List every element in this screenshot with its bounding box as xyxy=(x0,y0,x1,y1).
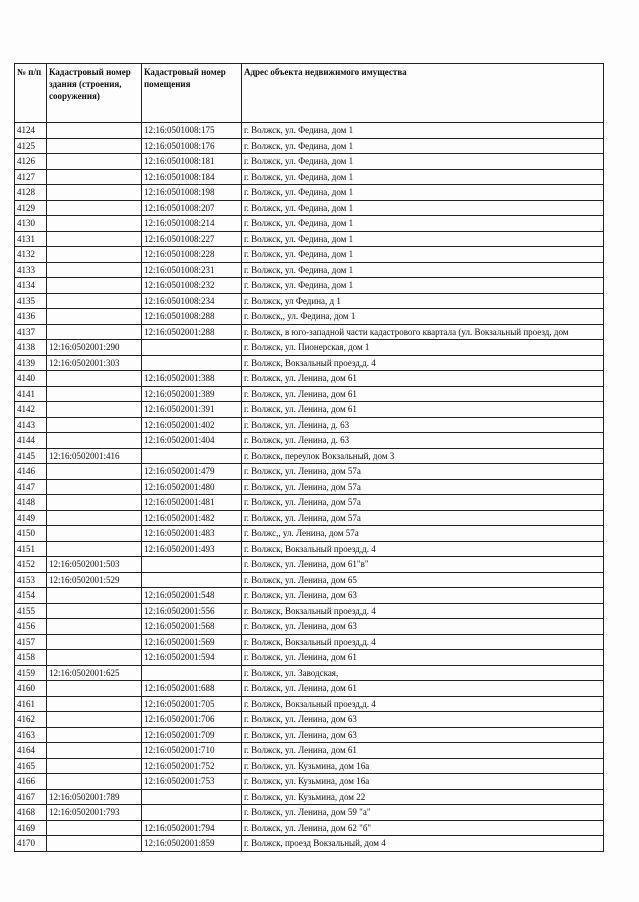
address: г. Волжск, ул. Ленина, дом 59 "а" xyxy=(242,805,604,821)
address: г. Волжск, ул. Пионерская, дом 1 xyxy=(242,340,604,356)
table-row xyxy=(15,324,604,340)
table-row xyxy=(15,805,604,821)
row-number: 4163 xyxy=(15,727,47,743)
table-row xyxy=(15,495,604,511)
building-cadastral-number xyxy=(47,185,142,201)
address: г. Волжск, ул. Ленина, дом 61 xyxy=(242,386,604,402)
row-number: 4138 xyxy=(15,340,47,356)
row-number: 4155 xyxy=(15,603,47,619)
table-row xyxy=(15,603,604,619)
table-row xyxy=(15,433,604,449)
premise-cadastral-number: 12:16:0502001:404 xyxy=(142,433,242,449)
address: г. Волжск, Вокзальный проезд,д. 4 xyxy=(242,355,604,371)
address: г. Волжск, ул. Ленина, дом 61 xyxy=(242,743,604,759)
building-cadastral-number: 12:16:0502001:303 xyxy=(47,355,142,371)
address: г. Волжск, ул. Федина, дом 1 xyxy=(242,138,604,154)
premise-cadastral-number xyxy=(142,355,242,371)
building-cadastral-number xyxy=(47,603,142,619)
building-cadastral-number xyxy=(47,526,142,542)
building-cadastral-number xyxy=(47,309,142,325)
premise-cadastral-number: 12:16:0502001:482 xyxy=(142,510,242,526)
table-row xyxy=(15,650,604,666)
premise-cadastral-number: 12:16:0502001:480 xyxy=(142,479,242,495)
row-number: 4167 xyxy=(15,789,47,805)
address: г. Волжск, ул. Ленина, дом 63 xyxy=(242,619,604,635)
row-number: 4144 xyxy=(15,433,47,449)
row-number: 4169 xyxy=(15,820,47,836)
row-number: 4157 xyxy=(15,634,47,650)
address: г. Волжск, ул. Ленина, дом 65 xyxy=(242,572,604,588)
table-row xyxy=(15,340,604,356)
building-cadastral-number xyxy=(47,154,142,170)
address: г. Волжск, ул. Кузьмина, дом 22 xyxy=(242,789,604,805)
address: г. Волжск, ул. Ленина, дом 63 xyxy=(242,727,604,743)
row-number: 4161 xyxy=(15,696,47,712)
header-number: № п/п xyxy=(15,64,47,123)
row-number: 4136 xyxy=(15,309,47,325)
address: г. Волжск, ул. Федина, дом 1 xyxy=(242,216,604,232)
table-row xyxy=(15,216,604,232)
row-number: 4150 xyxy=(15,526,47,542)
table-row xyxy=(15,526,604,542)
table-row xyxy=(15,758,604,774)
row-number: 4130 xyxy=(15,216,47,232)
premise-cadastral-number: 12:16:0501008:184 xyxy=(142,169,242,185)
table-row xyxy=(15,464,604,480)
address: г. Волжск, ул. Ленина, дом 63 xyxy=(242,712,604,728)
building-cadastral-number: 12:16:0502001:416 xyxy=(47,448,142,464)
premise-cadastral-number: 12:16:0501008:234 xyxy=(142,293,242,309)
premise-cadastral-number xyxy=(142,340,242,356)
table-row xyxy=(15,479,604,495)
building-cadastral-number xyxy=(47,231,142,247)
table-row xyxy=(15,448,604,464)
table-header-row xyxy=(15,64,604,123)
row-number: 4168 xyxy=(15,805,47,821)
row-number: 4126 xyxy=(15,154,47,170)
premise-cadastral-number: 12:16:0502001:548 xyxy=(142,588,242,604)
building-cadastral-number xyxy=(47,247,142,263)
property-register-table xyxy=(14,63,604,852)
address: г. Волжск, Вокзальный проезд,д. 4 xyxy=(242,696,604,712)
address: г. Волжск, Вокзальный проезд,д. 4 xyxy=(242,541,604,557)
row-number: 4143 xyxy=(15,417,47,433)
row-number: 4162 xyxy=(15,712,47,728)
building-cadastral-number xyxy=(47,681,142,697)
table-row xyxy=(15,278,604,294)
building-cadastral-number xyxy=(47,278,142,294)
building-cadastral-number xyxy=(47,743,142,759)
table-row xyxy=(15,681,604,697)
address: г. Волжск, ул. Ленина, дом 61 xyxy=(242,650,604,666)
premise-cadastral-number: 12:16:0501008:228 xyxy=(142,247,242,263)
table-row xyxy=(15,541,604,557)
building-cadastral-number xyxy=(47,433,142,449)
building-cadastral-number xyxy=(47,696,142,712)
building-cadastral-number xyxy=(47,541,142,557)
premise-cadastral-number: 12:16:0502001:569 xyxy=(142,634,242,650)
table-row xyxy=(15,588,604,604)
building-cadastral-number xyxy=(47,216,142,232)
premise-cadastral-number: 12:16:0501008:227 xyxy=(142,231,242,247)
row-number: 4147 xyxy=(15,479,47,495)
building-cadastral-number xyxy=(47,324,142,340)
header-address: Адрес объекта недвижимого имущества xyxy=(242,64,604,123)
row-number: 4142 xyxy=(15,402,47,418)
building-cadastral-number xyxy=(47,510,142,526)
building-cadastral-number xyxy=(47,169,142,185)
premise-cadastral-number: 12:16:0502001:493 xyxy=(142,541,242,557)
table-row xyxy=(15,355,604,371)
table-row xyxy=(15,293,604,309)
premise-cadastral-number: 12:16:0502001:709 xyxy=(142,727,242,743)
premise-cadastral-number xyxy=(142,805,242,821)
address: г. Волжск, ул. Ленина, дом 57а xyxy=(242,464,604,480)
building-cadastral-number xyxy=(47,386,142,402)
row-number: 4127 xyxy=(15,169,47,185)
address: г. Волжск, ул. Федина, дом 1 xyxy=(242,231,604,247)
row-number: 4132 xyxy=(15,247,47,263)
row-number: 4125 xyxy=(15,138,47,154)
table-row xyxy=(15,712,604,728)
premise-cadastral-number: 12:16:0501008:175 xyxy=(142,123,242,139)
address: г. Волжск, переулок Вокзальный, дом 3 xyxy=(242,448,604,464)
table-row xyxy=(15,510,604,526)
row-number: 4159 xyxy=(15,665,47,681)
header-building-cadastral: Кадастровый номер здания (строения, сооружения) xyxy=(47,64,142,123)
row-number: 4140 xyxy=(15,371,47,387)
row-number: 4158 xyxy=(15,650,47,666)
premise-cadastral-number: 12:16:0502001:594 xyxy=(142,650,242,666)
building-cadastral-number xyxy=(47,123,142,139)
table-row xyxy=(15,154,604,170)
address: г. Волжск, ул. Ленина, дом 61"в" xyxy=(242,557,604,573)
row-number: 4170 xyxy=(15,836,47,852)
row-number: 4151 xyxy=(15,541,47,557)
premise-cadastral-number: 12:16:0502001:568 xyxy=(142,619,242,635)
premise-cadastral-number: 12:16:0501008:181 xyxy=(142,154,242,170)
building-cadastral-number xyxy=(47,495,142,511)
building-cadastral-number xyxy=(47,464,142,480)
premise-cadastral-number xyxy=(142,789,242,805)
address: г. Волжск, ул. Ленина, дом 57а xyxy=(242,510,604,526)
premise-cadastral-number: 12:16:0501008:231 xyxy=(142,262,242,278)
table-row xyxy=(15,634,604,650)
premise-cadastral-number: 12:16:0502001:688 xyxy=(142,681,242,697)
row-number: 4160 xyxy=(15,681,47,697)
building-cadastral-number: 12:16:0502001:290 xyxy=(47,340,142,356)
building-cadastral-number xyxy=(47,371,142,387)
address: г. Волжск,, ул. Федина, дом 1 xyxy=(242,309,604,325)
premise-cadastral-number: 12:16:0502001:556 xyxy=(142,603,242,619)
table-row xyxy=(15,309,604,325)
row-number: 4141 xyxy=(15,386,47,402)
row-number: 4156 xyxy=(15,619,47,635)
building-cadastral-number xyxy=(47,820,142,836)
address: г. Волжск, ул. Ленина, дом 63 xyxy=(242,588,604,604)
address: г. Волжск, ул. Ленина, д. 63 xyxy=(242,417,604,433)
header-premise-cadastral: Кадастровый номер помещения xyxy=(142,64,242,123)
address: г. Волжск, ул Федина, д 1 xyxy=(242,293,604,309)
table-row xyxy=(15,247,604,263)
premise-cadastral-number: 12:16:0502001:705 xyxy=(142,696,242,712)
building-cadastral-number: 12:16:0502001:625 xyxy=(47,665,142,681)
table-row xyxy=(15,262,604,278)
table-row xyxy=(15,402,604,418)
premise-cadastral-number: 12:16:0502001:389 xyxy=(142,386,242,402)
premise-cadastral-number: 12:16:0502001:483 xyxy=(142,526,242,542)
table-row xyxy=(15,696,604,712)
address: г. Волжск, ул. Ленина, дом 62 "б" xyxy=(242,820,604,836)
address: г. Волжск, в юго-западной части кадастрового квартала (ул. Вокзальный проезд, дом xyxy=(242,324,604,340)
table-row xyxy=(15,789,604,805)
premise-cadastral-number: 12:16:0502001:706 xyxy=(142,712,242,728)
building-cadastral-number xyxy=(47,293,142,309)
premise-cadastral-number: 12:16:0501008:232 xyxy=(142,278,242,294)
row-number: 4145 xyxy=(15,448,47,464)
row-number: 4129 xyxy=(15,200,47,216)
address: г. Волжск, ул. Кузьмина, дом 16а xyxy=(242,774,604,790)
table-row xyxy=(15,619,604,635)
premise-cadastral-number: 12:16:0502001:710 xyxy=(142,743,242,759)
row-number: 4148 xyxy=(15,495,47,511)
row-number: 4153 xyxy=(15,572,47,588)
address: г. Волжск, проезд Вокзальный, дом 4 xyxy=(242,836,604,852)
premise-cadastral-number: 12:16:0501008:198 xyxy=(142,185,242,201)
building-cadastral-number xyxy=(47,634,142,650)
building-cadastral-number xyxy=(47,588,142,604)
address: г. Волжск, ул. Федина, дом 1 xyxy=(242,278,604,294)
premise-cadastral-number: 12:16:0502001:391 xyxy=(142,402,242,418)
address: г. Волжск, ул. Федина, дом 1 xyxy=(242,185,604,201)
address: г. Волжск, ул. Федина, дом 1 xyxy=(242,247,604,263)
building-cadastral-number xyxy=(47,402,142,418)
building-cadastral-number xyxy=(47,138,142,154)
table-row xyxy=(15,665,604,681)
address: г. Волжск, ул. Федина, дом 1 xyxy=(242,262,604,278)
building-cadastral-number xyxy=(47,619,142,635)
premise-cadastral-number xyxy=(142,557,242,573)
building-cadastral-number xyxy=(47,774,142,790)
building-cadastral-number: 12:16:0502001:793 xyxy=(47,805,142,821)
building-cadastral-number xyxy=(47,758,142,774)
table-row xyxy=(15,185,604,201)
row-number: 4146 xyxy=(15,464,47,480)
address: г. Волжск, ул. Федина, дом 1 xyxy=(242,200,604,216)
premise-cadastral-number: 12:16:0502001:752 xyxy=(142,758,242,774)
table-row xyxy=(15,386,604,402)
building-cadastral-number: 12:16:0502001:529 xyxy=(47,572,142,588)
address: г. Волжск, ул. Ленина, дом 57а xyxy=(242,495,604,511)
premise-cadastral-number: 12:16:0501008:207 xyxy=(142,200,242,216)
premise-cadastral-number: 12:16:0502001:402 xyxy=(142,417,242,433)
table-row xyxy=(15,820,604,836)
row-number: 4152 xyxy=(15,557,47,573)
row-number: 4139 xyxy=(15,355,47,371)
premise-cadastral-number: 12:16:0502001:481 xyxy=(142,495,242,511)
building-cadastral-number xyxy=(47,836,142,852)
table-row xyxy=(15,727,604,743)
premise-cadastral-number: 12:16:0502001:753 xyxy=(142,774,242,790)
row-number: 4154 xyxy=(15,588,47,604)
building-cadastral-number xyxy=(47,727,142,743)
row-number: 4133 xyxy=(15,262,47,278)
building-cadastral-number xyxy=(47,200,142,216)
premise-cadastral-number xyxy=(142,665,242,681)
building-cadastral-number xyxy=(47,262,142,278)
building-cadastral-number xyxy=(47,712,142,728)
building-cadastral-number xyxy=(47,650,142,666)
address: г. Волжск, Вокзальный проезд,д. 4 xyxy=(242,603,604,619)
address: г. Волжск, ул. Федина, дом 1 xyxy=(242,154,604,170)
address: г. Волжск, ул. Заводская, xyxy=(242,665,604,681)
table-row xyxy=(15,557,604,573)
premise-cadastral-number: 12:16:0501008:214 xyxy=(142,216,242,232)
row-number: 4128 xyxy=(15,185,47,201)
address: г. Волжс,, ул. Ленина, дом 57а xyxy=(242,526,604,542)
table-row xyxy=(15,774,604,790)
address: г. Волжск, ул. Ленина, дом 61 xyxy=(242,402,604,418)
premise-cadastral-number: 12:16:0501008:176 xyxy=(142,138,242,154)
table-row xyxy=(15,417,604,433)
premise-cadastral-number: 12:16:0502001:794 xyxy=(142,820,242,836)
table-row xyxy=(15,572,604,588)
row-number: 4131 xyxy=(15,231,47,247)
row-number: 4135 xyxy=(15,293,47,309)
premise-cadastral-number xyxy=(142,572,242,588)
premise-cadastral-number: 12:16:0501008:288 xyxy=(142,309,242,325)
address: г. Волжск, ул. Ленина, дом 61 xyxy=(242,371,604,387)
table-body xyxy=(15,123,604,852)
table-row xyxy=(15,138,604,154)
address: г. Волжск, ул. Ленина, д. 63 xyxy=(242,433,604,449)
address: г. Волжск, ул. Ленина, дом 61 xyxy=(242,681,604,697)
row-number: 4134 xyxy=(15,278,47,294)
table-row xyxy=(15,123,604,139)
address: г. Волжск, ул. Кузьмина, дом 16а xyxy=(242,758,604,774)
premise-cadastral-number: 12:16:0502001:479 xyxy=(142,464,242,480)
table-row xyxy=(15,743,604,759)
address: г. Волжск, ул. Федина, дом 1 xyxy=(242,169,604,185)
premise-cadastral-number: 12:16:0502001:388 xyxy=(142,371,242,387)
premise-cadastral-number: 12:16:0502001:288 xyxy=(142,324,242,340)
building-cadastral-number xyxy=(47,417,142,433)
table-row xyxy=(15,836,604,852)
table-row xyxy=(15,371,604,387)
row-number: 4149 xyxy=(15,510,47,526)
address: г. Волжск, ул. Ленина, дом 57а xyxy=(242,479,604,495)
address: г. Волжск, Вокзальный проезд,д. 4 xyxy=(242,634,604,650)
premise-cadastral-number xyxy=(142,448,242,464)
premise-cadastral-number: 12:16:0502001:859 xyxy=(142,836,242,852)
row-number: 4137 xyxy=(15,324,47,340)
row-number: 4165 xyxy=(15,758,47,774)
building-cadastral-number: 12:16:0502001:503 xyxy=(47,557,142,573)
building-cadastral-number xyxy=(47,479,142,495)
row-number: 4164 xyxy=(15,743,47,759)
row-number: 4166 xyxy=(15,774,47,790)
building-cadastral-number: 12:16:0502001:789 xyxy=(47,789,142,805)
row-number: 4124 xyxy=(15,123,47,139)
table-row xyxy=(15,231,604,247)
table-row xyxy=(15,200,604,216)
address: г. Волжск, ул. Федина, дом 1 xyxy=(242,123,604,139)
table-row xyxy=(15,169,604,185)
